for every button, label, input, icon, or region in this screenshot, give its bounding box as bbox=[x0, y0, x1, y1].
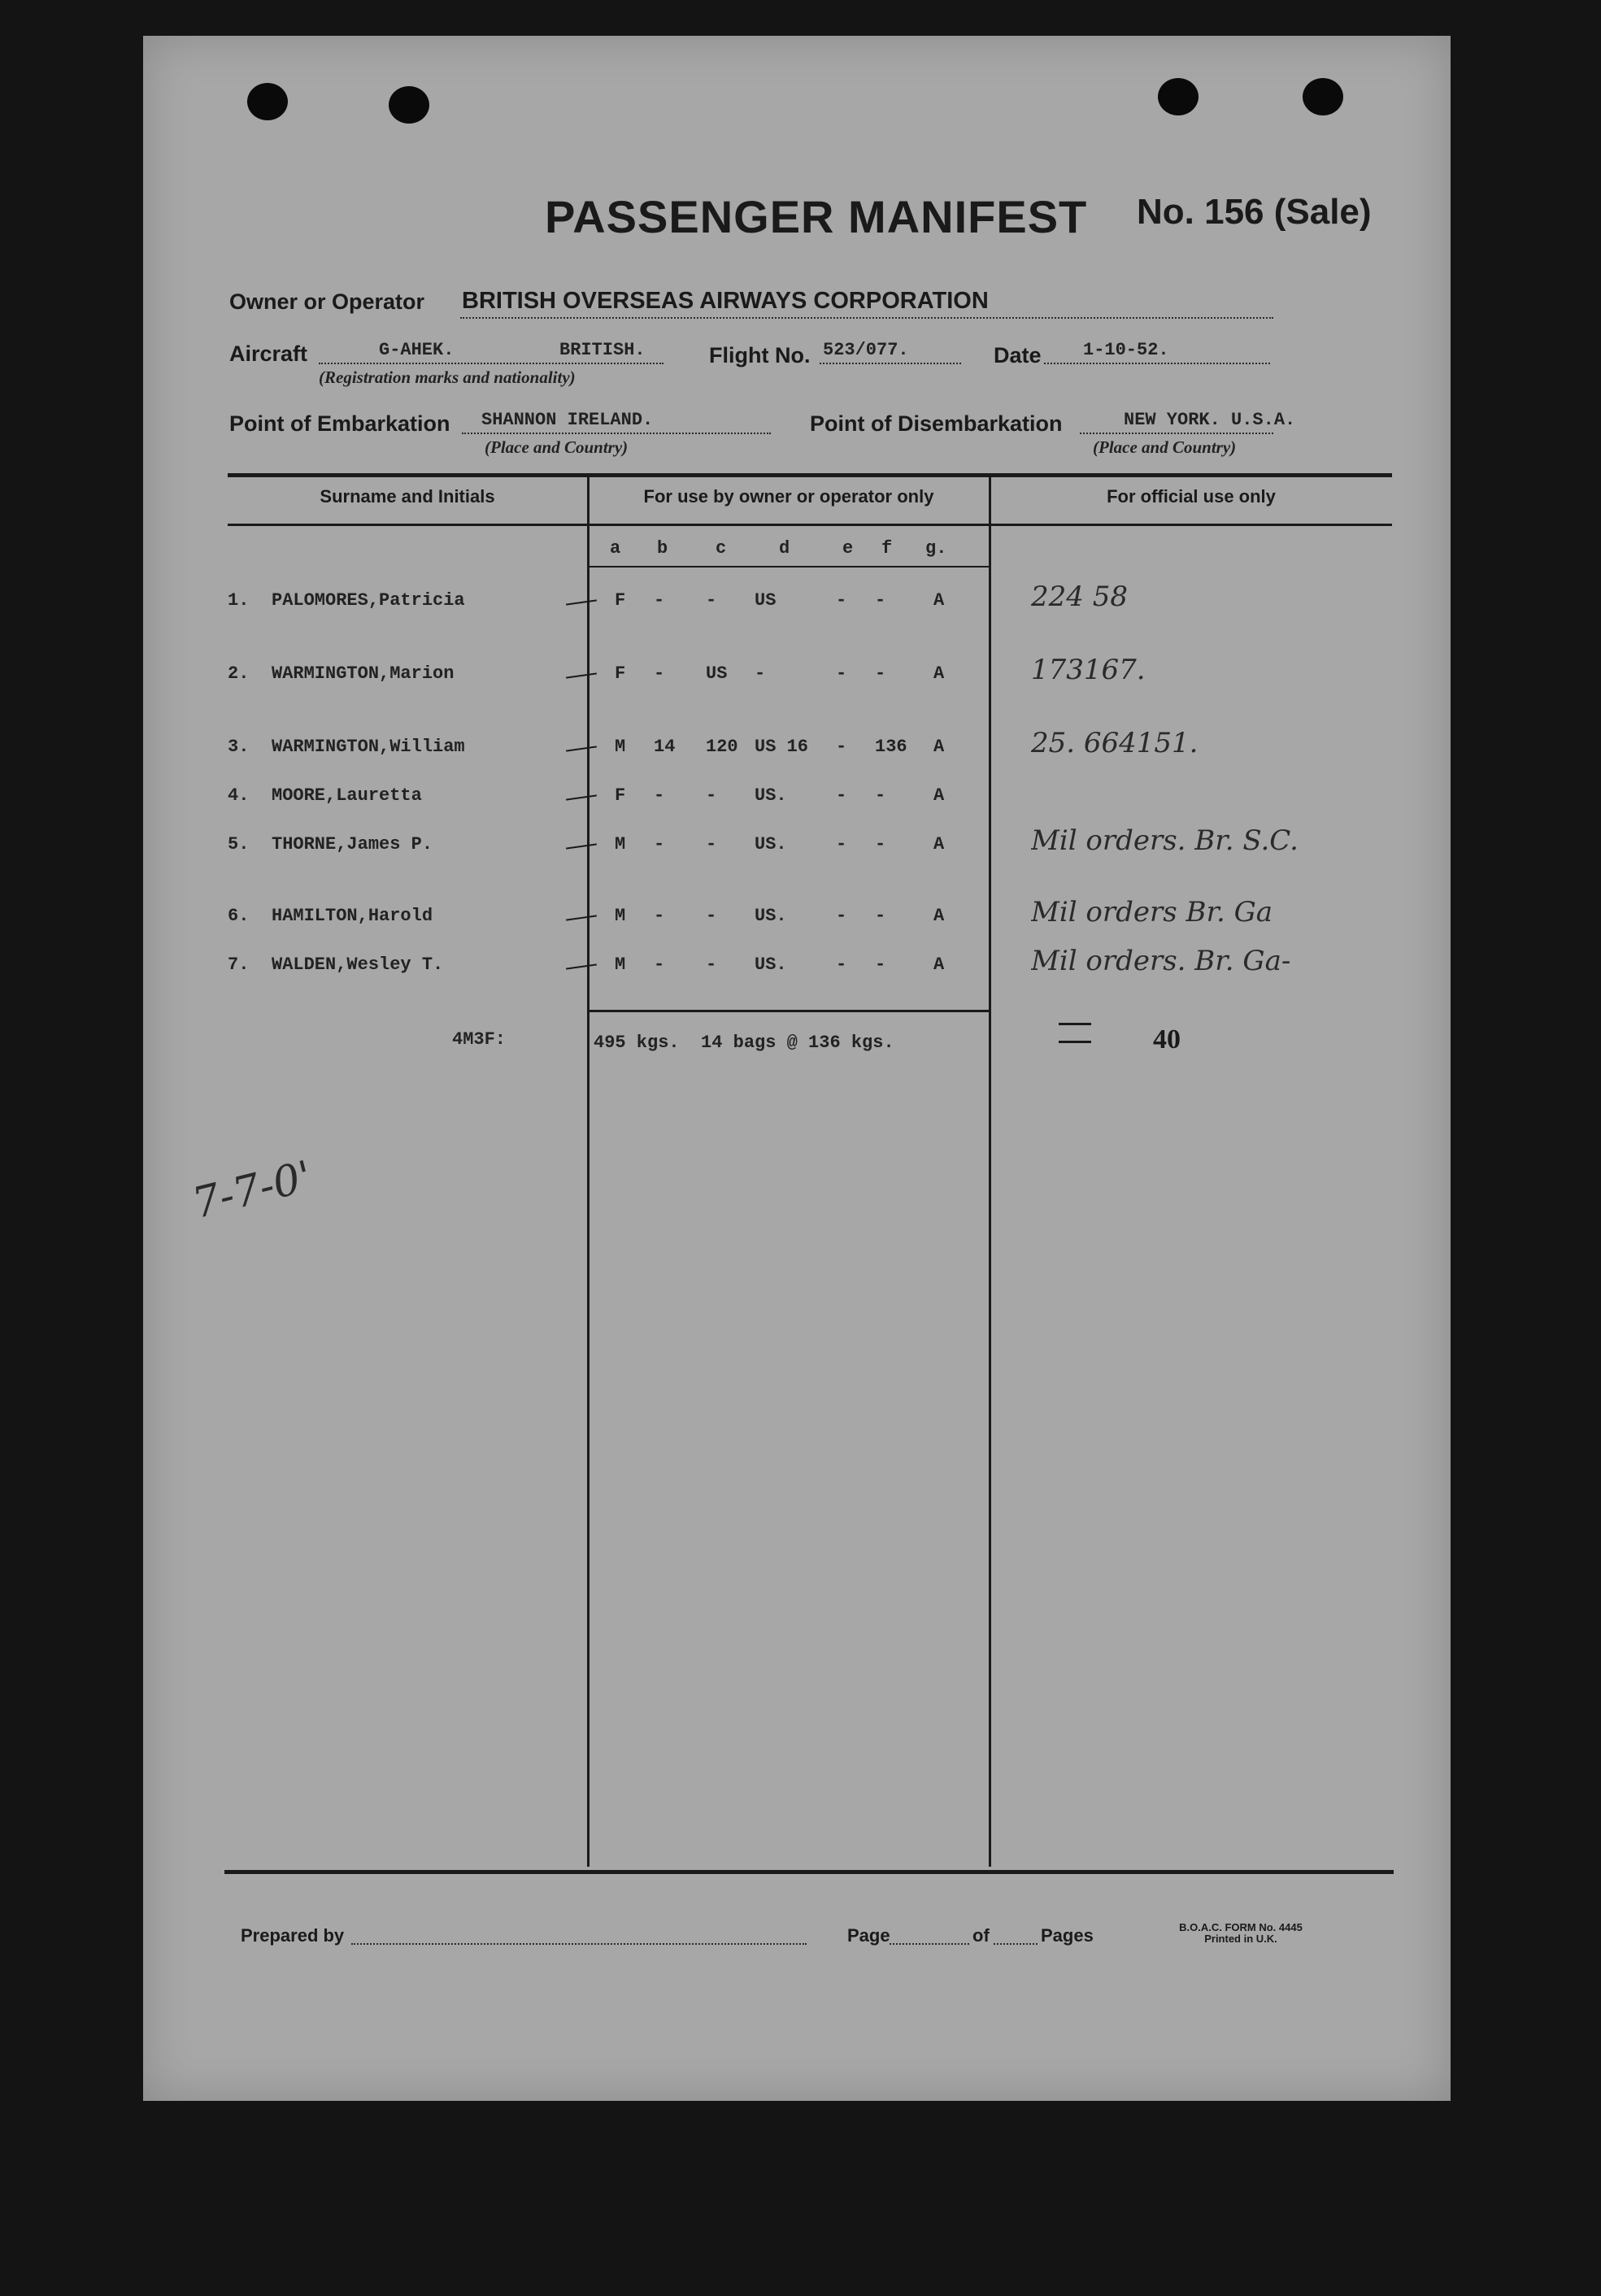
cell-g: A bbox=[933, 663, 945, 684]
cell-g: A bbox=[933, 590, 945, 611]
entries-bottom-rule bbox=[587, 1010, 989, 1012]
punch-hole bbox=[389, 86, 429, 124]
tick-mark bbox=[566, 672, 597, 678]
official-note: Mil orders. Br. Ga- bbox=[1031, 945, 1291, 977]
date-label: Date bbox=[994, 343, 1042, 367]
row-number: 5. bbox=[228, 834, 250, 854]
cell-c: - bbox=[706, 954, 717, 975]
cell-a: M bbox=[615, 906, 626, 926]
cell-e: - bbox=[836, 906, 847, 926]
subcol-e: e bbox=[842, 538, 854, 559]
cell-g: A bbox=[933, 906, 945, 926]
subcol-d: d bbox=[779, 538, 790, 559]
cell-f: - bbox=[875, 663, 886, 684]
page-title: PASSENGER MANIFEST bbox=[545, 191, 1088, 242]
row-number: 1. bbox=[228, 590, 250, 611]
column-divider-left bbox=[587, 475, 589, 1867]
cell-a: M bbox=[615, 954, 626, 975]
date-value: 1-10-52. bbox=[1083, 340, 1169, 360]
form-code: B.O.A.C. FORM No. 4445 bbox=[1179, 1921, 1303, 1933]
tick-mark bbox=[566, 963, 597, 969]
row-number: 6. bbox=[228, 906, 250, 926]
flight-number: 523/077. bbox=[823, 340, 909, 360]
flight-underline bbox=[820, 363, 961, 364]
date-underline bbox=[1044, 363, 1270, 364]
tick-mark bbox=[566, 599, 597, 605]
cell-d: US. bbox=[755, 785, 787, 806]
cell-g: A bbox=[933, 954, 945, 975]
cell-d: - bbox=[755, 663, 766, 684]
col-header-name: Surname and Initials bbox=[320, 486, 495, 507]
cell-c: US bbox=[706, 663, 728, 684]
passenger-name: WARMINGTON,William bbox=[272, 737, 465, 757]
cell-c: 120 bbox=[706, 737, 738, 757]
cell-g: A bbox=[933, 785, 945, 806]
disembark-label: Point of Disembarkation bbox=[810, 411, 1063, 436]
totals-dash bbox=[1059, 1023, 1091, 1025]
cell-e: - bbox=[836, 834, 847, 854]
row-number: 4. bbox=[228, 785, 250, 806]
official-note: 173167. bbox=[1031, 654, 1146, 686]
tick-mark bbox=[566, 843, 597, 849]
cell-f: - bbox=[875, 590, 886, 611]
aircraft-underline bbox=[319, 363, 663, 364]
tick-mark bbox=[566, 915, 597, 920]
disembark-caption: (Place and Country) bbox=[1093, 437, 1237, 457]
cell-d: US. bbox=[755, 954, 787, 975]
embark-label: Point of Embarkation bbox=[229, 411, 450, 436]
passenger-name: MOORE,Lauretta bbox=[272, 785, 422, 806]
table-bottom-rule bbox=[224, 1870, 1394, 1874]
punch-hole bbox=[1303, 78, 1343, 115]
embark-value: SHANNON IRELAND. bbox=[481, 410, 654, 430]
prepared-by-line bbox=[351, 1943, 807, 1945]
cell-e: - bbox=[836, 954, 847, 975]
printed-in: Printed in U.K. bbox=[1204, 1933, 1277, 1945]
punch-hole bbox=[247, 83, 288, 120]
official-note: 224 58 bbox=[1031, 581, 1128, 613]
punch-hole bbox=[1158, 78, 1199, 115]
cell-c: - bbox=[706, 834, 717, 854]
cell-d: US. bbox=[755, 906, 787, 926]
col-header-official: For official use only bbox=[1107, 486, 1276, 507]
disembark-underline bbox=[1080, 433, 1273, 434]
aircraft-nationality: BRITISH. bbox=[559, 340, 646, 360]
cell-c: - bbox=[706, 590, 717, 611]
of-line bbox=[994, 1943, 1038, 1945]
cell-a: M bbox=[615, 737, 626, 757]
totals-baggage: 495 kgs. 14 bags @ 136 kgs. bbox=[594, 1033, 894, 1053]
passenger-name: WALDEN,Wesley T. bbox=[272, 954, 444, 975]
cell-c: - bbox=[706, 906, 717, 926]
cell-f: 136 bbox=[875, 737, 907, 757]
cell-d: US. bbox=[755, 834, 787, 854]
subcol-a: a bbox=[610, 538, 621, 559]
table-top-rule bbox=[228, 473, 1392, 477]
owner-underline bbox=[460, 317, 1273, 319]
page-label: Page bbox=[847, 1925, 890, 1946]
flight-label: Flight No. bbox=[709, 343, 811, 367]
row-number: 2. bbox=[228, 663, 250, 684]
page-line bbox=[890, 1943, 969, 1945]
embark-caption: (Place and Country) bbox=[485, 437, 629, 457]
disembark-value: NEW YORK. U.S.A. bbox=[1124, 410, 1296, 430]
totals-official: 40 bbox=[1153, 1024, 1181, 1055]
cell-a: M bbox=[615, 834, 626, 854]
cell-b: - bbox=[654, 785, 665, 806]
passenger-name: THORNE,James P. bbox=[272, 834, 433, 854]
cell-a: F bbox=[615, 785, 626, 806]
row-number: 3. bbox=[228, 737, 250, 757]
cell-g: A bbox=[933, 834, 945, 854]
of-label: of bbox=[972, 1925, 990, 1946]
cell-b: - bbox=[654, 954, 665, 975]
cell-b: - bbox=[654, 834, 665, 854]
subcol-c: c bbox=[716, 538, 727, 559]
passenger-name: HAMILTON,Harold bbox=[272, 906, 433, 926]
cell-e: - bbox=[836, 737, 847, 757]
subcol-b: b bbox=[657, 538, 668, 559]
embark-underline bbox=[462, 433, 771, 434]
aircraft-registration: G-AHEK. bbox=[379, 340, 455, 360]
official-note: Mil orders. Br. S.C. bbox=[1031, 824, 1299, 857]
cell-a: F bbox=[615, 663, 626, 684]
official-note: 25. 664151. bbox=[1031, 727, 1199, 759]
cell-c: - bbox=[706, 785, 717, 806]
manifest-sheet bbox=[143, 36, 1451, 2101]
cell-b: 14 bbox=[654, 737, 676, 757]
tick-mark bbox=[566, 794, 597, 800]
owner-label: Owner or Operator bbox=[229, 289, 425, 314]
cell-f: - bbox=[875, 954, 886, 975]
margin-note: 7-7-0' bbox=[187, 1151, 317, 1229]
form-number bbox=[1176, 1922, 1306, 1945]
prepared-by-label: Prepared by bbox=[241, 1925, 345, 1946]
cell-d: US bbox=[755, 590, 777, 611]
tick-mark bbox=[566, 746, 597, 751]
col-header-owner: For use by owner or operator only bbox=[643, 486, 934, 507]
cell-f: - bbox=[875, 834, 886, 854]
cell-d: US 16 bbox=[755, 737, 809, 757]
cell-b: - bbox=[654, 590, 665, 611]
totals-dash bbox=[1059, 1041, 1091, 1043]
row-number: 7. bbox=[228, 954, 250, 975]
totals-label: 4M3F: bbox=[452, 1029, 507, 1050]
cell-a: F bbox=[615, 590, 626, 611]
passenger-name: WARMINGTON,Marion bbox=[272, 663, 455, 684]
column-divider-right bbox=[989, 475, 991, 1867]
owner-value: BRITISH OVERSEAS AIRWAYS CORPORATION bbox=[462, 288, 989, 314]
subcol-f: f bbox=[881, 538, 893, 559]
cell-b: - bbox=[654, 906, 665, 926]
passenger-name: PALOMORES,Patricia bbox=[272, 590, 465, 611]
header-bottom-rule bbox=[228, 524, 1392, 526]
official-note: Mil orders Br. Ga bbox=[1031, 896, 1273, 928]
subheader-rule bbox=[587, 566, 989, 567]
cell-e: - bbox=[836, 663, 847, 684]
cell-e: - bbox=[836, 785, 847, 806]
cell-f: - bbox=[875, 785, 886, 806]
cell-e: - bbox=[836, 590, 847, 611]
pages-label: Pages bbox=[1041, 1925, 1094, 1946]
cell-f: - bbox=[875, 906, 886, 926]
aircraft-caption: (Registration marks and nationality) bbox=[319, 367, 576, 387]
aircraft-label: Aircraft bbox=[229, 341, 308, 366]
cell-g: A bbox=[933, 737, 945, 757]
subcol-g: g. bbox=[925, 538, 947, 559]
manifest-number: No. 156 (Sale) bbox=[1137, 192, 1372, 232]
cell-b: - bbox=[654, 663, 665, 684]
